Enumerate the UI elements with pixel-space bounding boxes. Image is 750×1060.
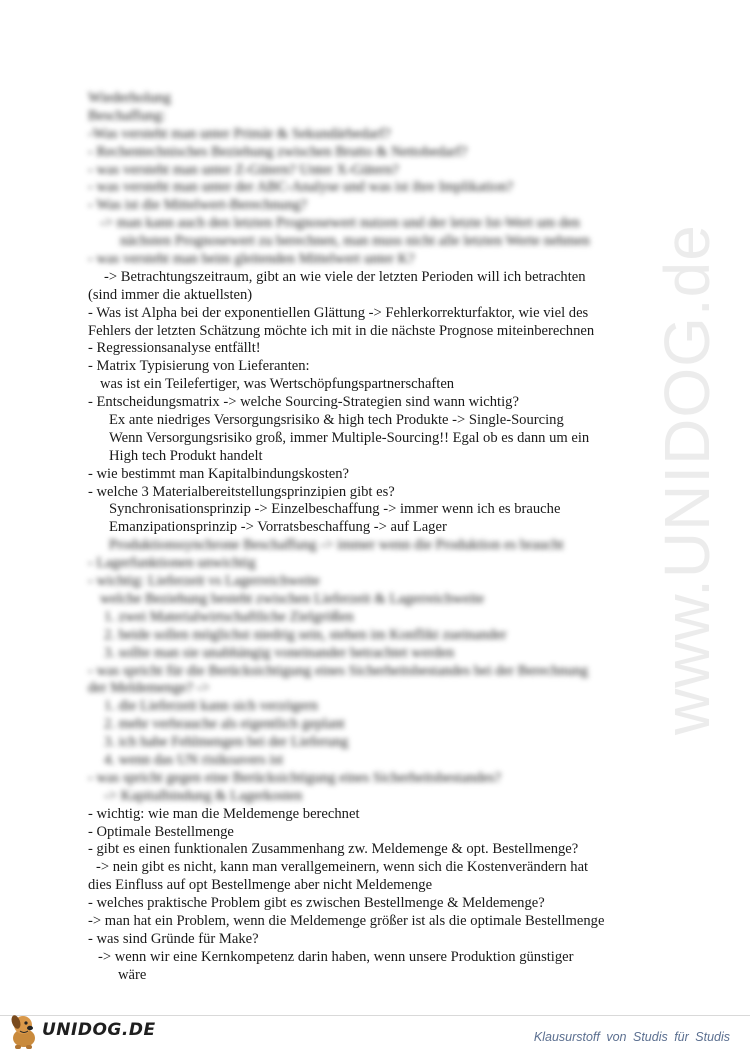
- text-line: Ex ante niedriges Versorgungsrisiko & high tech Produkte -> Single-Sourcing: [109, 412, 564, 429]
- blurred-text-line: Beschaffung:: [88, 107, 166, 124]
- unidog-logo: [6, 1010, 156, 1050]
- blurred-text-line: Produktionssynchrone Beschaffung -> immer wenn die Produktion es braucht: [109, 537, 564, 554]
- text-line: (sind immer die aktuellsten): [88, 286, 253, 303]
- blurred-text-line: - wichtig: Lieferzeit vs Lagerreichweite: [88, 573, 320, 590]
- text-line: Emanzipationsprinzip -> Vorratsbeschaffung -> auf Lager: [109, 519, 447, 536]
- text-line: Synchronisationsprinzip -> Einzelbeschaffung -> immer wenn ich es brauche: [109, 501, 561, 518]
- text-line: Fehlers der letzten Schätzung möchte ich mit in die nächste Prognose miteinberechnen: [88, 322, 595, 339]
- blurred-text-line: Wiederholung: [88, 90, 171, 106]
- blurred-text-line: - was versteht man unter Z-Gütern? Unter X-Gütern?: [88, 161, 399, 178]
- text-line: dies Einfluss auf opt Bestellmenge aber nicht Meldemenge: [88, 877, 433, 894]
- blurred-text-line: 3. sollte man sie unabhängig voneinander betrachtet werden: [104, 644, 455, 661]
- blurred-text-line: - Rechentechnisches Beziehung zwischen Brutto & Nettobedarf?: [88, 143, 468, 160]
- text-line: - wie bestimmt man Kapitalbindungskosten?: [88, 465, 350, 482]
- text-line: Wenn Versorgungsrisiko groß, immer Multiple-Sourcing!! Egal ob es dann um ein: [109, 429, 590, 446]
- blurred-text-line: 1. die Lieferzeit kann sich verzögern: [104, 698, 318, 715]
- blurred-text-line: nächsten Prognosewert zu berechnen, man muss nicht alle letzten Werte nehmen: [120, 233, 590, 250]
- blurred-text-line: - was versteht man beim gleitenden Mittelwert unter K?: [88, 251, 415, 268]
- text-line: - Matrix Typisierung von Lieferanten:: [88, 358, 310, 375]
- blurred-text-line: 2. mehr verbrauche als eigentlich geplant: [104, 716, 345, 733]
- dog-mascot-icon: [6, 1010, 40, 1050]
- text-line: -> Betrachtungszeitraum, gibt an wie viele der letzten Perioden will ich betrachten: [104, 268, 586, 285]
- blurred-text-line: 2. beide sollen möglichst niedrig sein, stehen im Konflikt zueinander: [104, 626, 507, 643]
- text-line: -> wenn wir eine Kernkompetenz darin haben, wenn unsere Produktion günstiger: [98, 948, 574, 965]
- logo-text: UNIDOG.DE: [42, 1020, 156, 1040]
- text-line: - Entscheidungsmatrix -> welche Sourcing-Strategien sind wann wichtig?: [88, 394, 519, 411]
- blurred-text-line: -> man kann auch den letzten Prognosewert nutzen und der letzte Ist-Wert um den: [100, 215, 580, 232]
- text-line: - welche 3 Materialbereitstellungsprinzipien gibt es?: [88, 483, 395, 500]
- text-line: - was sind Gründe für Make?: [88, 930, 259, 947]
- blurred-text-line: -> Kapitalbindung & Lagerkosten: [104, 787, 303, 804]
- blurred-text-line: - Was ist die Mittelwert-Berechnung?: [88, 197, 308, 214]
- text-line: - Was ist Alpha bei der exponentiellen Glättung -> Fehlerkorrekturfaktor, wie viel des: [88, 304, 589, 321]
- text-line: High tech Produkt handelt: [109, 447, 263, 464]
- blurred-text-line: -Was versteht man unter Primär & Sekundärbedarf?: [88, 125, 391, 142]
- blurred-text-line: 3. ich habe Fehlmengen bei der Lieferung: [104, 734, 349, 751]
- watermark: www.UNIDOG.de: [651, 224, 723, 735]
- text-line: -> nein gibt es nicht, kann man verallgemeinern, wenn sich die Kostenverändern hat: [96, 859, 589, 876]
- blurred-text-line: 1. zwei Materialwirtschaftliche Zielgrößen: [104, 608, 354, 625]
- document-body: [88, 90, 688, 985]
- blurred-text-line: 4. wenn das UN risikoavers ist: [104, 751, 284, 768]
- blurred-text-line: - Lagerfunktionen unwichtig: [88, 555, 256, 572]
- footer-slogan: Klausurstoff von Studis für Studis: [533, 1030, 730, 1044]
- blurred-text-line: - was spricht gegen eine Berücksichtigung eines Sicherheitsbestandes?: [88, 769, 501, 786]
- blurred-text-line: - was spricht für die Berücksichtigung eines Sicherheitsbestandes bei der Berechnung: [88, 662, 589, 679]
- blurred-text-line: - was versteht man unter der ABC-Analyse und was ist ihre Implikation?: [88, 179, 514, 196]
- text-line: -> man hat ein Problem, wenn die Meldemenge größer ist als die optimale Bestellmenge: [88, 912, 605, 929]
- text-line: - Regressionsanalyse entfällt!: [88, 340, 261, 357]
- text-line: - gibt es einen funktionalen Zusammenhang zw. Meldemenge & opt. Bestellmenge?: [88, 841, 579, 858]
- text-line: - wichtig: wie man die Meldemenge berechnet: [88, 805, 360, 822]
- text-line: - Optimale Bestellmenge: [88, 823, 234, 840]
- text-line: was ist ein Teilefertiger, was Wertschöpfungspartnerschaften: [100, 376, 455, 393]
- text-line: - welches praktische Problem gibt es zwischen Bestellmenge & Meldemenge?: [88, 895, 545, 912]
- blurred-text-line: der Meldemenge? ->: [88, 680, 210, 697]
- text-line: wäre: [118, 966, 147, 983]
- blurred-text-line: welche Beziehung besteht zwischen Lieferzeit & Lagerreichweite: [100, 590, 485, 607]
